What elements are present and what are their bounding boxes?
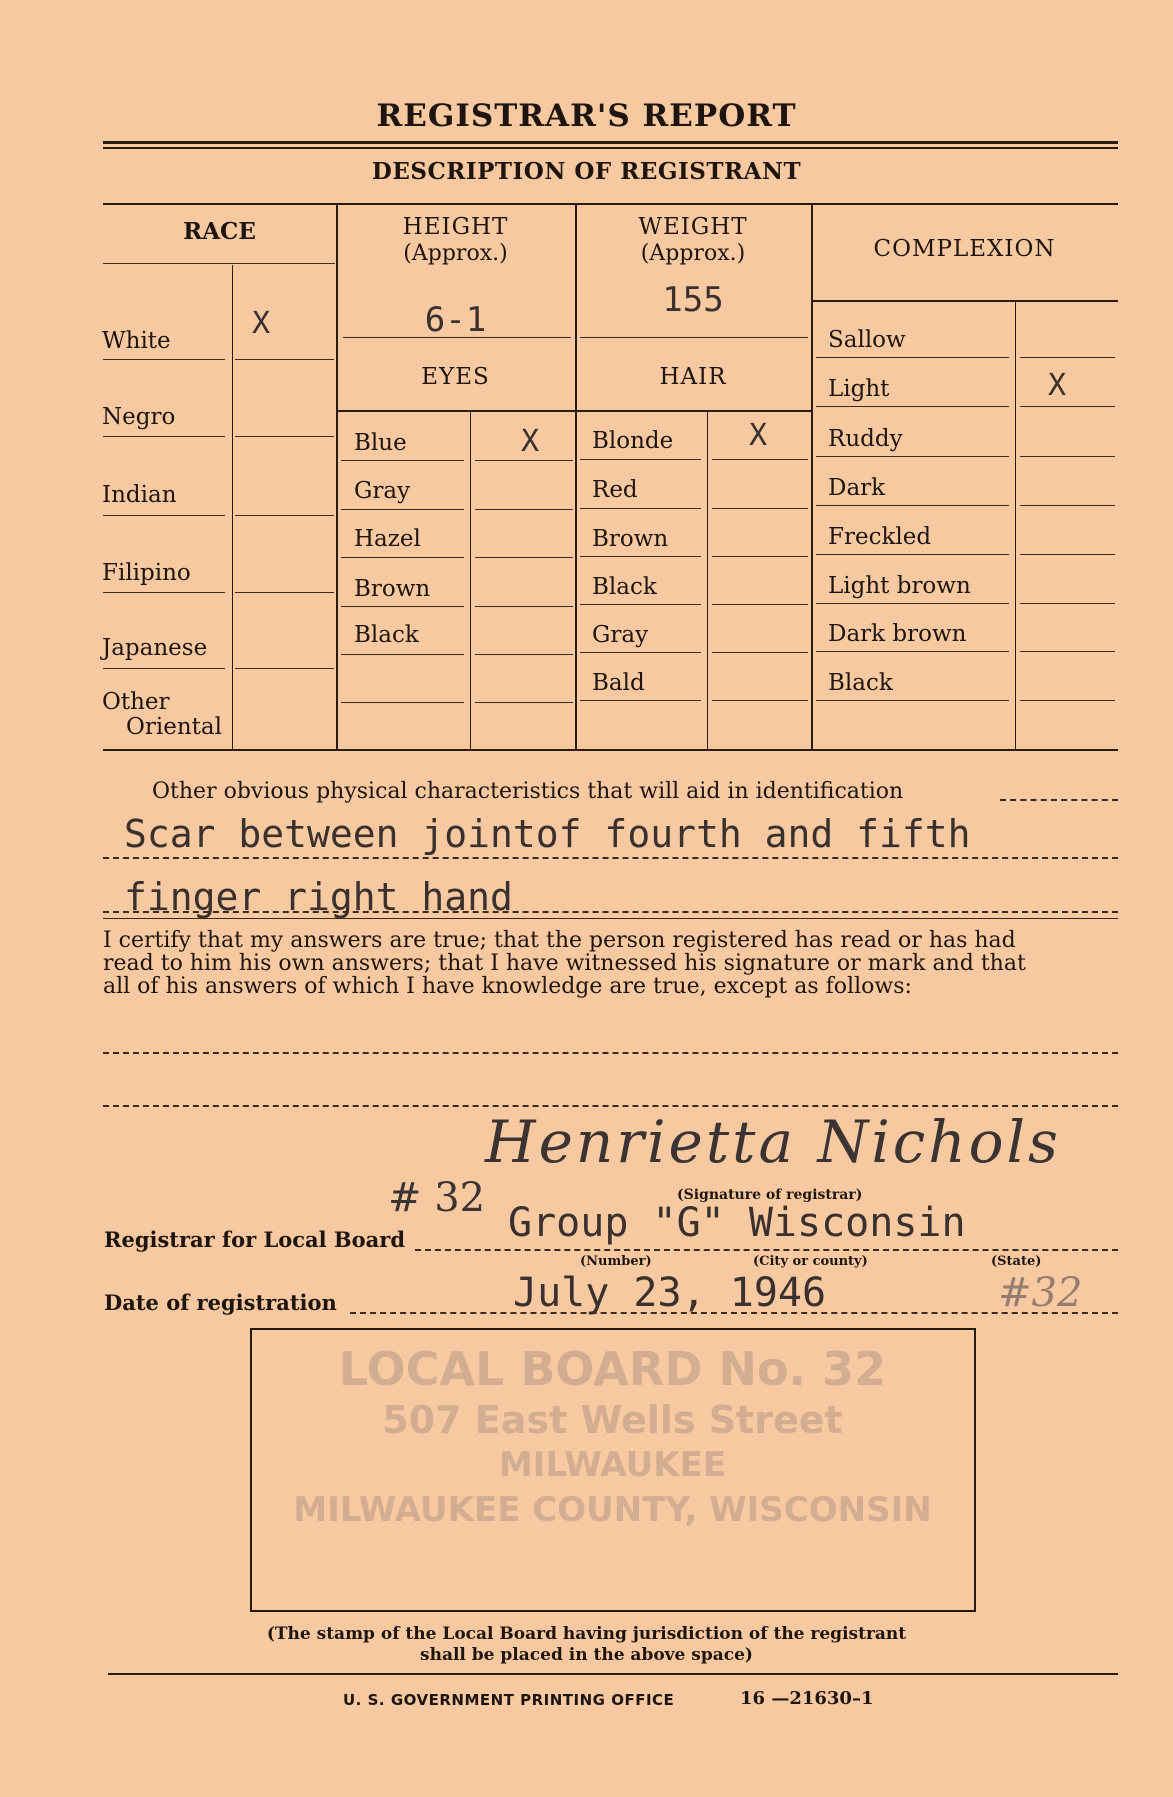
stamp-line-2: 507 East Wells Street — [382, 1398, 843, 1442]
stamp-line-4: MILWAUKEE COUNTY, WISCONSIN — [293, 1490, 932, 1530]
complexion-mark-light: X — [1048, 368, 1067, 403]
height-subheader: (Approx.) — [403, 241, 508, 266]
stamp-line-1: LOCAL BOARD No. 32 — [338, 1342, 887, 1396]
race-header-rule — [103, 263, 335, 264]
race-label-indian: Indian — [102, 482, 177, 508]
eyes-label-blue: Blue — [354, 430, 407, 456]
certification-line-2: read to him his own answers; that I have witnessed his signature or mark and that — [103, 951, 1026, 976]
eyes-label-hazel: Hazel — [354, 526, 421, 552]
caption-number: (Number) — [580, 1254, 652, 1269]
complexion-label-ruddy: Ruddy — [828, 426, 903, 452]
hair-label-black: Black — [592, 574, 657, 600]
hair-header: HAIR — [659, 364, 727, 390]
race-label-other: Other — [102, 689, 170, 715]
race-mark-divider — [232, 265, 233, 749]
caption-state: (State) — [991, 1254, 1042, 1269]
exceptions-line-2 — [103, 1105, 1118, 1107]
caption-city: (City or county) — [753, 1254, 868, 1269]
hair-label-blonde: Blonde — [592, 428, 674, 454]
height-header: HEIGHT — [402, 214, 509, 240]
race-mark-white: X — [252, 306, 271, 341]
exceptions-line-1 — [103, 1052, 1118, 1054]
weight-value: 155 — [662, 280, 724, 320]
registration-date-note: #32 — [998, 1270, 1083, 1316]
eyes-mark-divider — [470, 412, 471, 749]
complexion-label-freckled: Freckled — [828, 524, 932, 550]
complexion-label-light: Light — [828, 376, 890, 402]
characteristics-line-1: Scar between jointof fourth and fifth — [124, 812, 971, 856]
signature-caption: (Signature of registrar) — [677, 1187, 863, 1203]
hair-label-gray: Gray — [592, 622, 649, 648]
characteristics-line-2: finger right hand — [124, 875, 513, 919]
race-label-white: White — [102, 328, 171, 354]
weight-subheader: (Approx.) — [640, 241, 746, 266]
race-label-oriental: Oriental — [126, 714, 222, 740]
form-title: REGISTRAR'S REPORT — [376, 98, 797, 134]
race-label-negro: Negro — [102, 404, 176, 430]
race-label-filipino: Filipino — [102, 560, 191, 586]
hair-label-brown: Brown — [592, 526, 669, 552]
characteristics-prompt: Other obvious physical characteristics that will aid in identification — [152, 779, 904, 804]
title-rule-top — [103, 141, 1118, 144]
eyes-header: EYES — [421, 364, 490, 390]
stamp-line-3: MILWAUKEE — [498, 1445, 727, 1485]
race-header: RACE — [183, 218, 256, 245]
certification-line-1: I certify that my answers are true; that the person registered has read or has had — [103, 928, 1016, 953]
complexion-label-dark-brown: Dark brown — [828, 621, 967, 647]
registration-date-label: Date of registration — [104, 1290, 337, 1315]
complexion-header: COMPLEXION — [873, 236, 1056, 262]
stamp-caption-line-2: shall be placed in the above space) — [420, 1645, 753, 1665]
title-rule-bottom — [103, 147, 1118, 149]
complexion-label-dark: Dark — [828, 475, 886, 501]
weight-header: WEIGHT — [638, 214, 748, 240]
eyes-mark-blue: X — [521, 424, 540, 459]
board-number-handwritten: # 32 — [388, 1175, 486, 1221]
hair-label-red: Red — [592, 477, 638, 503]
registrar-signature: Henrietta Nichols — [485, 1108, 1061, 1176]
footer-rule — [108, 1673, 1118, 1675]
footer-printer: U. S. GOVERNMENT PRINTING OFFICE — [343, 1691, 675, 1709]
complexion-label-sallow: Sallow — [828, 327, 906, 353]
eyes-label-brown: Brown — [354, 576, 431, 602]
height-value: 6-1 — [424, 300, 487, 340]
col-divider-race — [336, 203, 338, 749]
registration-date-value: July 23, 1946 — [513, 1270, 827, 1316]
table-top-border — [103, 203, 1118, 205]
eyes-label-black: Black — [354, 622, 419, 648]
local-board-label: Registrar for Local Board — [104, 1227, 406, 1252]
local-board-value: Group "G" Wisconsin — [508, 1200, 966, 1246]
hair-label-bald: Bald — [592, 670, 645, 696]
footer-form-number: 16 —21630–1 — [740, 1688, 874, 1709]
stamp-caption-line-1: (The stamp of the Local Board having jurisdiction of the registrant — [266, 1624, 907, 1644]
certification-line-3: all of his answers of which I have knowledge are true, except as follows: — [103, 974, 912, 999]
eyes-label-gray: Gray — [354, 478, 411, 504]
complexion-mark-divider — [1015, 302, 1016, 749]
stamp-box — [250, 1328, 976, 1612]
col-divider-weight — [811, 203, 813, 749]
race-label-japanese: Japanese — [102, 635, 208, 661]
table-bottom-border — [103, 749, 1118, 751]
complexion-label-black: Black — [828, 670, 893, 696]
hair-mark-divider — [707, 412, 708, 749]
complexion-label-light-brown: Light brown — [828, 573, 971, 599]
form-subtitle: DESCRIPTION OF REGISTRANT — [371, 158, 802, 185]
hair-mark-blonde: X — [749, 418, 768, 453]
